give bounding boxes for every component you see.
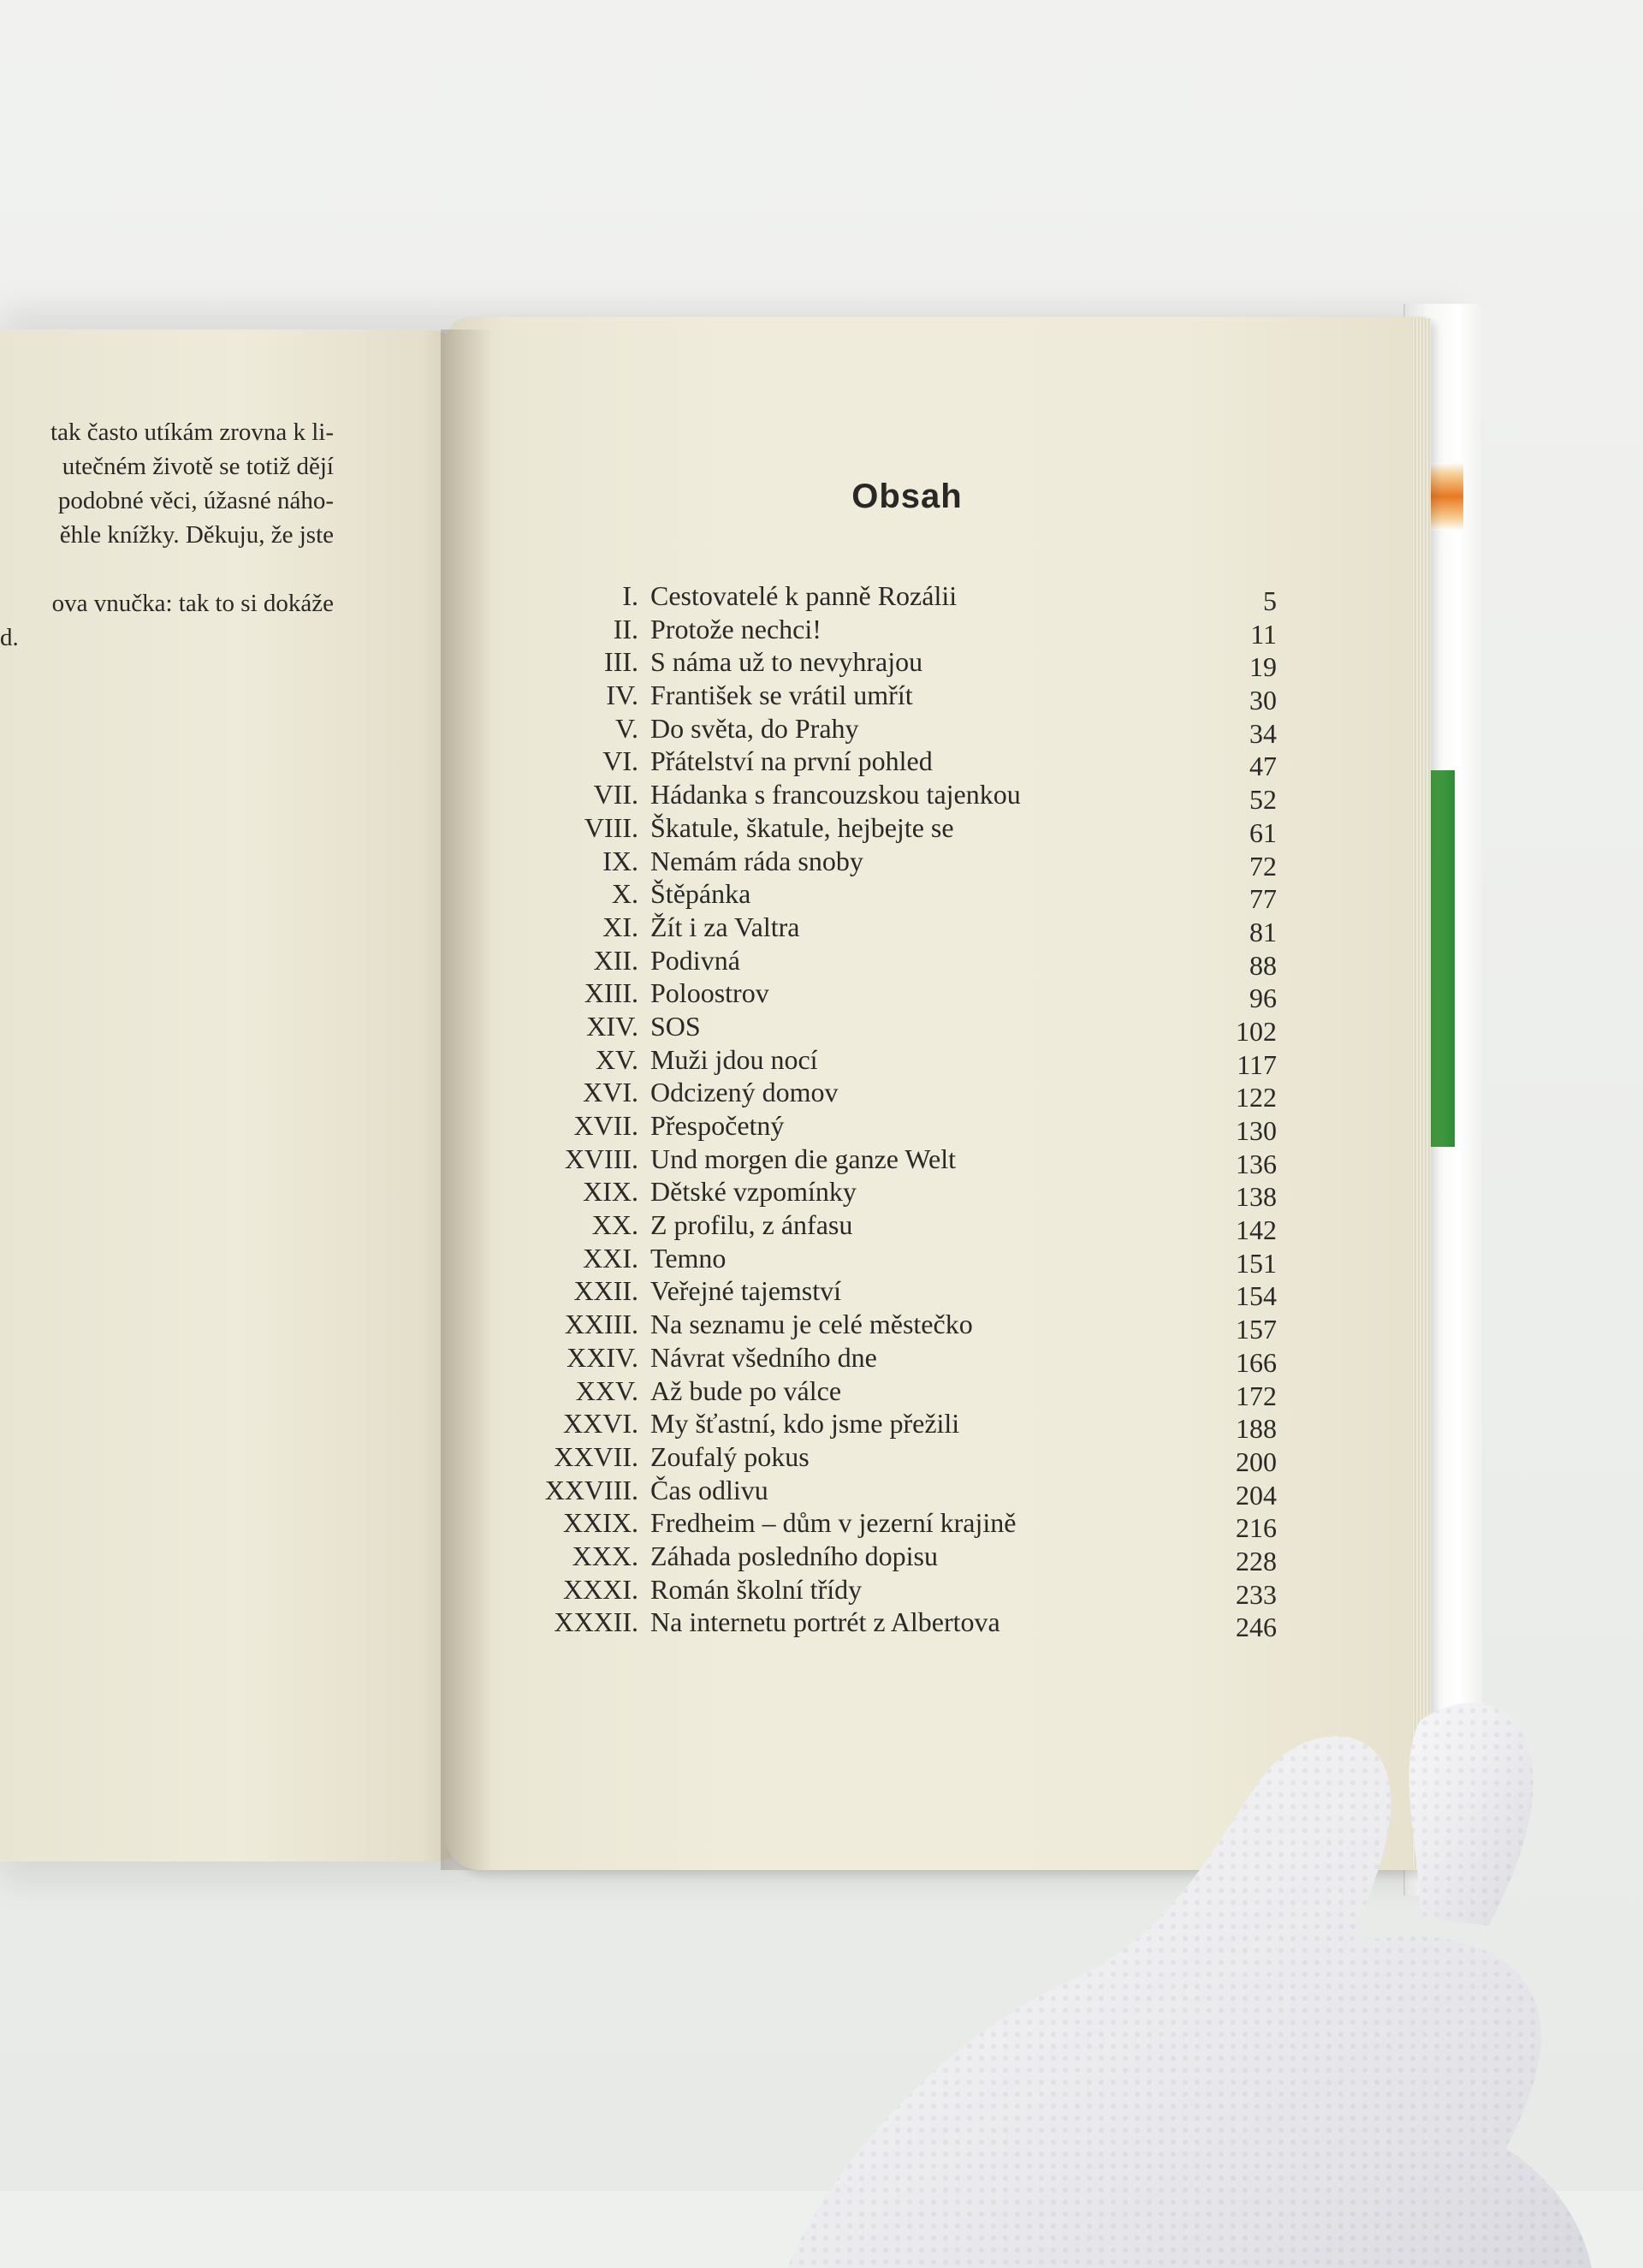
toc-page-number: 246 — [1236, 1612, 1277, 1643]
left-line: ěhle knížky. Děkuju, že jste — [59, 521, 334, 549]
toc-page-number: 138 — [1236, 1181, 1277, 1213]
toc-page-number: 216 — [1236, 1512, 1277, 1544]
toc-chapter-title: Čas odlivu — [650, 1474, 768, 1505]
toc-chapter-title: František se vrátil umřít — [650, 680, 913, 711]
toc-chapter-title: Návrat všedního dne — [650, 1341, 877, 1373]
table-of-contents — [513, 580, 1284, 1643]
toc-chapter-number: I. — [622, 580, 638, 611]
toc-page-number: 30 — [1249, 685, 1277, 716]
toc-page-number: 52 — [1249, 784, 1277, 816]
toc-chapter-number: VII. — [593, 779, 638, 810]
toc-chapter-title: Cestovatelé k panně Rozálii — [650, 580, 958, 611]
toc-chapter-title: Muži jdou nocí — [650, 1043, 818, 1075]
toc-entry — [513, 1474, 1284, 1511]
toc-entry — [513, 745, 1284, 782]
toc-entry — [513, 1209, 1284, 1246]
toc-title: Obsah — [851, 478, 963, 515]
toc-chapter-number: IX. — [602, 845, 638, 876]
toc-chapter-title: Odcizený domov — [650, 1077, 839, 1108]
toc-page-number: 117 — [1237, 1048, 1277, 1080]
toc-chapter-number: V. — [615, 712, 638, 744]
toc-entry — [513, 944, 1284, 981]
toc-chapter-title: Poloostrov — [650, 977, 769, 1009]
toc-chapter-number: XIII. — [584, 977, 638, 1009]
toc-page-number: 96 — [1249, 983, 1277, 1014]
toc-chapter-number: XI. — [602, 911, 638, 942]
toc-entry — [513, 911, 1284, 945]
toc-chapter-number: XXVII. — [554, 1440, 638, 1472]
toc-entry — [513, 1375, 1284, 1409]
toc-entry — [513, 1275, 1284, 1312]
left-page-text — [0, 415, 334, 655]
toc-page-number: 233 — [1236, 1578, 1277, 1610]
toc-chapter-title: Zoufalý pokus — [650, 1440, 810, 1472]
toc-chapter-title: Štěpánka — [650, 878, 751, 910]
toc-page-number: 72 — [1249, 850, 1277, 882]
toc-page-number: 77 — [1249, 883, 1277, 915]
toc-page-number: 47 — [1249, 751, 1277, 782]
toc-entry — [513, 1010, 1284, 1047]
toc-chapter-number: III. — [604, 646, 638, 678]
toc-page-number: 61 — [1249, 816, 1277, 848]
toc-chapter-number: X. — [611, 878, 638, 910]
toc-chapter-title: S náma už to nevyhrajou — [650, 646, 923, 678]
toc-chapter-number: II. — [613, 613, 638, 644]
toc-page-number: 166 — [1236, 1346, 1277, 1378]
toc-entry — [513, 977, 1284, 1014]
toc-page-number: 136 — [1236, 1148, 1277, 1179]
book-gutter — [441, 330, 492, 1870]
toc-entry — [513, 1242, 1284, 1279]
toc-chapter-number: XIX. — [583, 1176, 638, 1208]
toc-chapter-title: Do světa, do Prahy — [650, 712, 859, 744]
toc-chapter-title: Podivná — [650, 944, 740, 976]
toc-chapter-number: XXIII. — [564, 1309, 638, 1340]
toc-entry — [513, 878, 1284, 915]
left-line: tak často utíkám zrovna k li- — [50, 419, 334, 446]
toc-page-number: 200 — [1236, 1446, 1277, 1477]
toc-chapter-number: XXXII. — [554, 1606, 638, 1638]
toc-page-number: 157 — [1236, 1314, 1277, 1345]
toc-entry — [513, 1541, 1284, 1574]
toc-chapter-number: XXXI. — [563, 1573, 638, 1605]
toc-chapter-number: VIII. — [584, 811, 638, 843]
page-edges — [1412, 318, 1431, 1869]
toc-page-number: 11 — [1250, 618, 1277, 650]
toc-page-number: 88 — [1249, 949, 1277, 981]
toc-page-number: 81 — [1249, 916, 1277, 947]
toc-chapter-title: Protože nechci! — [650, 613, 822, 644]
toc-page-number: 204 — [1236, 1479, 1277, 1511]
toc-chapter-title: Veřejné tajemství — [650, 1275, 842, 1307]
toc-chapter-title: Záhada posledního dopisu — [650, 1540, 938, 1571]
toc-entry — [513, 646, 1284, 683]
toc-entry — [513, 680, 1284, 716]
toc-entry — [513, 613, 1284, 650]
toc-chapter-number: XVII. — [573, 1110, 638, 1141]
toc-page-number: 188 — [1236, 1413, 1277, 1445]
toc-entry — [513, 1176, 1284, 1213]
toc-chapter-number: IV. — [606, 680, 638, 711]
toc-page-number: 142 — [1236, 1214, 1277, 1246]
toc-chapter-title: Až bude po válce — [650, 1374, 842, 1406]
toc-chapter-title: Dětské vzpomínky — [650, 1176, 857, 1208]
toc-entry — [513, 812, 1284, 846]
toc-chapter-number: XIV. — [586, 1010, 638, 1042]
toc-chapter-title: Na internetu portrét z Albertova — [650, 1606, 1000, 1638]
toc-page-number: 130 — [1236, 1115, 1277, 1146]
toc-entry — [513, 1606, 1284, 1643]
toc-chapter-title: Und morgen die ganze Welt — [650, 1143, 957, 1174]
toc-entry — [513, 1507, 1284, 1544]
left-line: ova vnučka: tak to si dokáže — [51, 590, 334, 617]
toc-chapter-number: XXIV. — [566, 1341, 638, 1373]
toc-entry — [513, 779, 1284, 816]
toc-chapter-number: XXV. — [575, 1374, 638, 1406]
toc-entry — [513, 845, 1284, 882]
white-glove-hand — [736, 1669, 1643, 2268]
toc-chapter-number: XXII. — [573, 1275, 638, 1307]
left-page — [0, 330, 462, 1861]
toc-page-number: 122 — [1236, 1082, 1277, 1113]
toc-chapter-number: XV. — [595, 1043, 638, 1075]
toc-entry — [513, 1077, 1284, 1113]
toc-chapter-number: XXVIII. — [544, 1474, 638, 1505]
toc-chapter-number: XXIX. — [563, 1507, 638, 1539]
toc-page-number: 102 — [1236, 1015, 1277, 1047]
toc-entry — [513, 1143, 1284, 1177]
toc-chapter-title: Z profilu, z ánfasu — [650, 1209, 853, 1241]
toc-chapter-number: XXX. — [572, 1540, 638, 1571]
toc-chapter-title: SOS — [650, 1010, 701, 1042]
toc-entry — [513, 1441, 1284, 1475]
toc-page-number: 228 — [1236, 1545, 1277, 1576]
toc-page-number: 19 — [1249, 651, 1277, 683]
toc-entry — [513, 712, 1284, 749]
toc-chapter-number: XVIII. — [564, 1143, 638, 1174]
toc-chapter-title: Fredheim – dům v jezerní krajině — [650, 1507, 1017, 1539]
toc-entry — [513, 1110, 1284, 1146]
toc-page-number: 151 — [1236, 1247, 1277, 1279]
toc-chapter-number: VI. — [602, 745, 638, 777]
toc-chapter-title: Přespočetný — [650, 1110, 785, 1141]
toc-chapter-title: Nemám ráda snoby — [650, 845, 863, 876]
toc-chapter-number: XX. — [591, 1209, 638, 1241]
toc-chapter-number: XXI. — [583, 1242, 638, 1274]
toc-entry — [513, 1044, 1284, 1078]
toc-chapter-title: My šťastní, kdo jsme přežili — [650, 1408, 960, 1440]
toc-chapter-title: Román školní třídy — [650, 1573, 863, 1605]
toc-chapter-number: XXVI. — [563, 1408, 638, 1440]
toc-chapter-number: XII. — [593, 944, 638, 976]
toc-chapter-number: XVI. — [583, 1077, 638, 1108]
left-line — [0, 552, 334, 586]
toc-chapter-title: Přátelství na první pohled — [650, 745, 933, 777]
toc-page-number: 34 — [1249, 717, 1277, 749]
toc-chapter-title: Hádanka s francouzskou tajenkou — [650, 779, 1021, 810]
toc-entry — [513, 1573, 1284, 1610]
toc-chapter-title: Na seznamu je celé městečko — [650, 1309, 973, 1340]
left-line: d. — [0, 624, 19, 651]
toc-entry — [513, 580, 1284, 614]
toc-entry — [513, 1341, 1284, 1378]
left-line: podobné věci, úžasné náho- — [57, 487, 334, 514]
toc-page-number: 5 — [1263, 585, 1277, 616]
toc-chapter-title: Škatule, škatule, hejbejte se — [650, 811, 954, 843]
toc-chapter-title: Žít i za Valtra — [650, 911, 800, 942]
left-line: utečném životě se totiž dějí — [62, 453, 334, 480]
toc-entry — [513, 1309, 1284, 1345]
toc-page-number: 172 — [1236, 1380, 1277, 1411]
toc-chapter-title: Temno — [650, 1242, 727, 1274]
toc-entry — [513, 1408, 1284, 1445]
toc-page-number: 154 — [1236, 1280, 1277, 1312]
